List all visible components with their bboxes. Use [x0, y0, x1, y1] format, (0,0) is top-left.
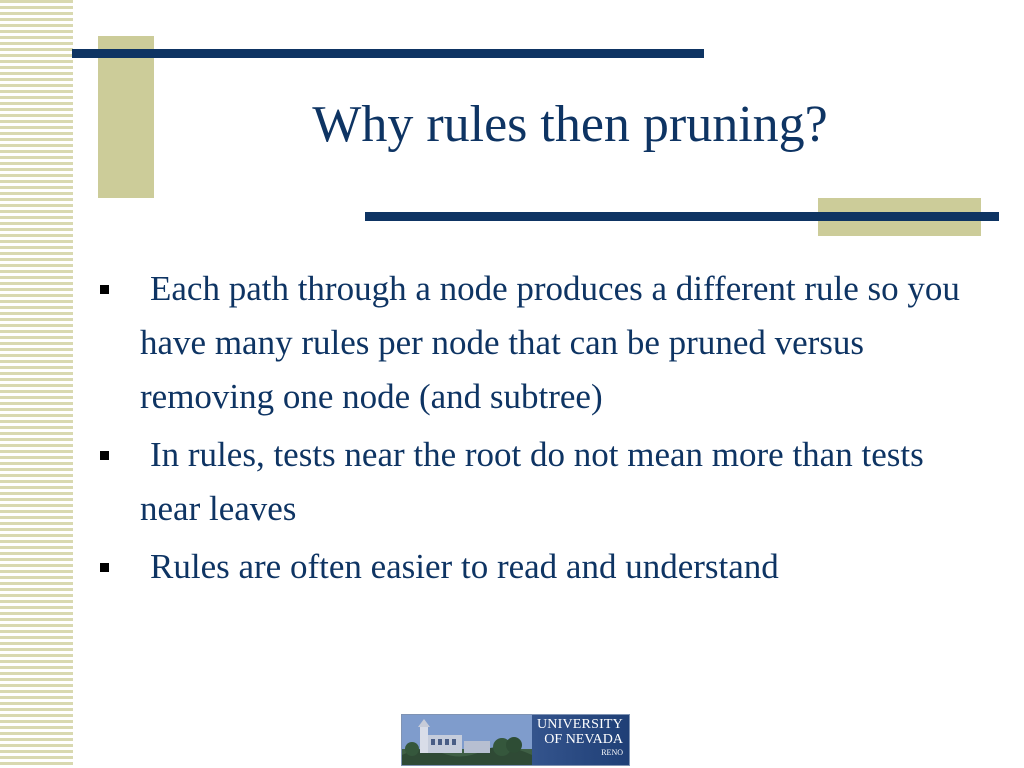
logo-line-of-nevada: OF NEVADA: [544, 732, 623, 747]
bullet-square-icon: [100, 563, 109, 572]
bullet-text: In rules, tests near the root do not mean more than tests near leaves: [140, 435, 924, 528]
logo-line-reno: RENO: [601, 748, 623, 757]
logo-line-university: UNIVERSITY: [537, 717, 623, 732]
bottom-accent-line: [365, 212, 999, 221]
bullet-text: Rules are often easier to read and understand: [150, 547, 779, 586]
bullet-item: [100, 262, 980, 424]
bullet-item: [100, 428, 980, 536]
university-logo: [401, 714, 630, 766]
logo-text: [537, 718, 623, 757]
left-accent-block: [98, 36, 154, 198]
campus-building-icon: [402, 715, 532, 766]
bullet-list: [100, 262, 980, 598]
bullet-text: Each path through a node produces a different rule so you have many rules per node that can be pruned versus removing one node (and subtree): [140, 269, 960, 416]
left-stripe-decoration: [0, 0, 73, 768]
slide-title: Why rules then pruning?: [312, 96, 828, 153]
bullet-square-icon: [100, 285, 109, 294]
bullet-square-icon: [100, 451, 109, 460]
top-accent-line: [72, 49, 704, 58]
bullet-item: [100, 540, 980, 594]
